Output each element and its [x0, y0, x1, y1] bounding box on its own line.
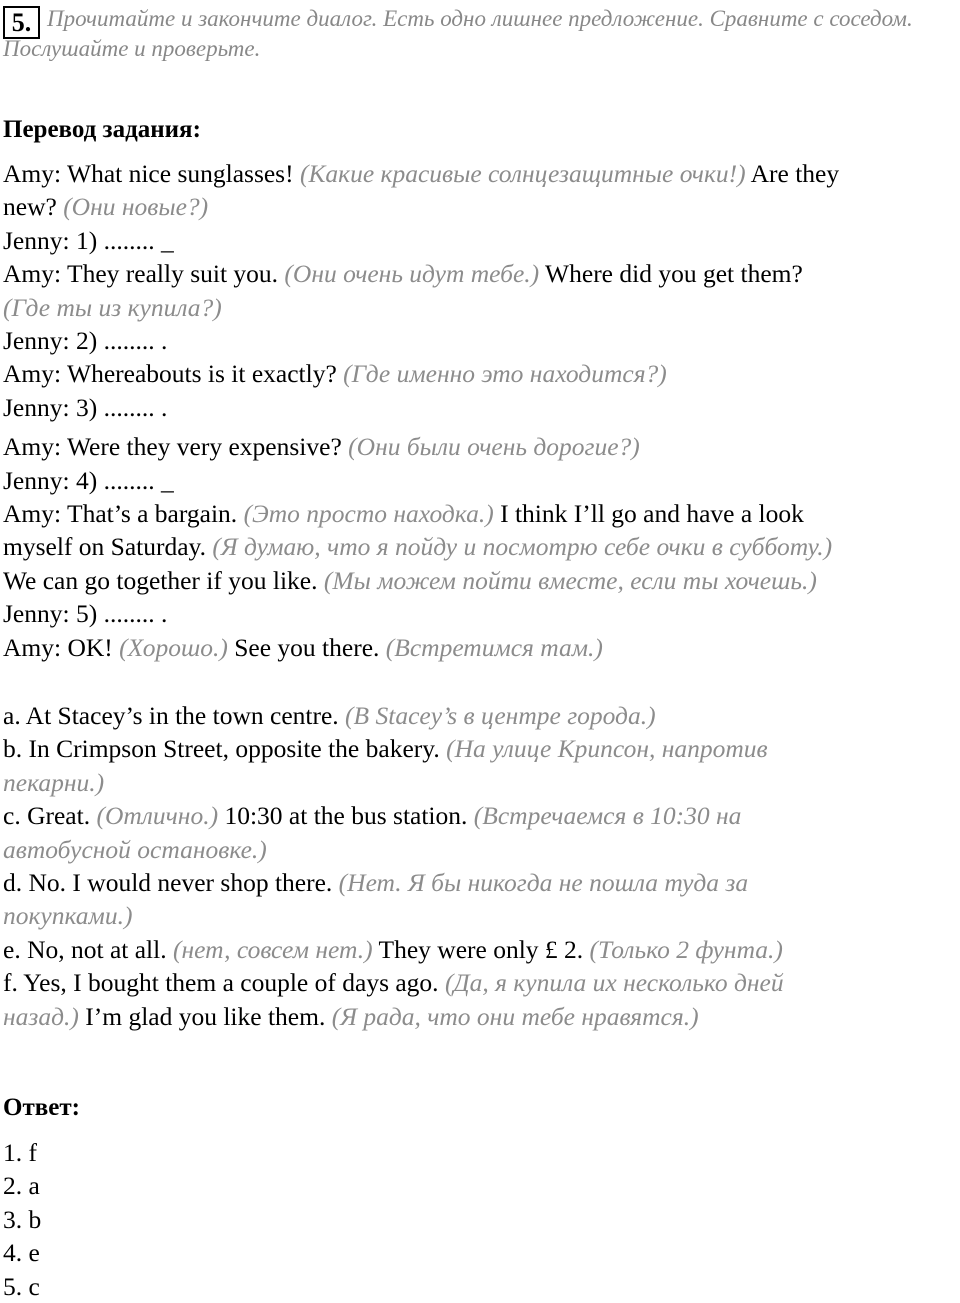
dialogue-line: Jenny: 5) ........ .	[3, 599, 168, 629]
dialogue-line: Amy: What nice sunglasses! (Какие красивые солнцезащитные очки!) Are they	[3, 159, 840, 188]
translation-text: (Мы можем пойти вместе, если ты хочешь.)	[323, 565, 817, 595]
dialogue-line: We can go together if you like. (Мы можем пойти вместе, если ты хочешь.)	[3, 565, 817, 595]
answer-item: 5. c	[3, 1271, 40, 1301]
dialogue-line: Jenny: 2) ........ .	[3, 326, 168, 356]
answer-item: 4. e	[3, 1238, 40, 1268]
answer-item: 2. a	[3, 1171, 40, 1201]
dialogue-line: new? (Они новые?)	[3, 192, 209, 222]
dialogue	[3, 157, 958, 664]
option-line: a. At Stacey’s in the town centre. (В Stacey’s в центре города.)	[3, 701, 656, 730]
answer-item: 3. b	[3, 1204, 42, 1234]
dialogue-line: myself on Saturday. (Я думаю, что я пойду и посмотрю себе очки в субботу.)	[3, 532, 833, 562]
dialogue-line: Amy: Were they very expensive? (Они были очень дорогие?)	[3, 432, 640, 462]
option-line	[3, 833, 958, 866]
translation-text: (Встречаемся в 10:30 на	[473, 801, 742, 831]
task-header	[3, 4, 958, 64]
option-line: c. Great. (Отлично.) 10:30 at the bus station. (Встречаемся в 10:30 на	[3, 801, 742, 831]
option-line	[3, 766, 958, 799]
dialogue-line	[3, 291, 958, 324]
answer-options	[3, 699, 958, 1033]
translation-text: (Да, я купила их несколько дней	[444, 968, 784, 998]
translation-text: (Это просто находка.)	[243, 499, 494, 529]
translation-text: (Где ты из купила?)	[3, 292, 222, 322]
translation-text: (Они очень идут тебе.)	[284, 259, 540, 289]
answer-item: 1. f	[3, 1138, 37, 1167]
translation-text: (нет, совсем нет.)	[172, 934, 373, 964]
translation-text: (Где именно это находится?)	[343, 359, 667, 389]
dialogue-line: Amy: That’s a bargain. (Это просто находка.) I think I’ll go and have a look	[3, 499, 804, 529]
option-line: e. No, not at all. (нет, совсем нет.) They were only £ 2. (Только 2 фунта.)	[3, 934, 783, 964]
option-line: b. In Crimpson Street, opposite the bakery. (На улице Крипсон, напротив	[3, 734, 768, 764]
translation-text: (В Stacey’s в центре города.)	[345, 701, 656, 730]
translation-text: назад.)	[3, 1001, 79, 1031]
translation-title: Перевод задания:	[3, 116, 201, 143]
task-instruction: Прочитайте и закончите диалог. Есть одно лишнее предложение. Сравните с соседом. Послушайте и проверьте.	[3, 6, 913, 61]
translation-text: покупками.)	[3, 901, 133, 931]
translation-text: (Хорошо.)	[119, 632, 228, 662]
dialogue-line: Jenny: 4) ........ _	[3, 465, 174, 495]
dialogue-line: Jenny: 3) ........ .	[3, 392, 168, 422]
translation-text: (Встретимся там.)	[385, 632, 603, 662]
option-line	[3, 899, 958, 932]
translation-text: (Отлично.)	[96, 801, 219, 831]
dialogue-line: Amy: They really suit you. (Они очень идут тебе.) Where did you get them?	[3, 259, 803, 289]
option-line: f. Yes, I bought them a couple of days ago. (Да, я купила их несколько дней	[3, 968, 784, 998]
translation-text: (Я рада, что они тебе нравятся.)	[331, 1001, 699, 1031]
translation-text: (На улице Крипсон, напротив	[446, 734, 768, 764]
translation-text: (Какие красивые солнцезащитные очки!)	[299, 159, 746, 188]
task-number: 5.	[3, 6, 40, 39]
option-line: d. No. I would never shop there. (Нет. Я бы никогда не пошла туда за	[3, 868, 749, 898]
answer-title: Ответ:	[3, 1094, 80, 1121]
translation-text: пекарни.)	[3, 767, 105, 797]
option-line: назад.) I’m glad you like them. (Я рада, что они тебе нравятся.)	[3, 1001, 699, 1031]
translation-text: (Я думаю, что я пойду и посмотрю себе очки в субботу.)	[212, 532, 833, 562]
dialogue-line: Amy: OK! (Хорошо.) See you there. (Встретимся там.)	[3, 632, 603, 662]
dialogue-line: Amy: Whereabouts is it exactly? (Где именно это находится?)	[3, 359, 667, 389]
translation-text: (Они новые?)	[63, 192, 209, 222]
dialogue-line: Jenny: 1) ........ _	[3, 225, 174, 255]
answer-list	[3, 1136, 958, 1303]
translation-text: (Они были очень дорогие?)	[348, 432, 640, 462]
translation-text: (Только 2 фунта.)	[589, 934, 783, 964]
translation-text: (Нет. Я бы никогда не пошла туда за	[338, 868, 749, 898]
translation-text: автобусной остановке.)	[3, 834, 267, 864]
